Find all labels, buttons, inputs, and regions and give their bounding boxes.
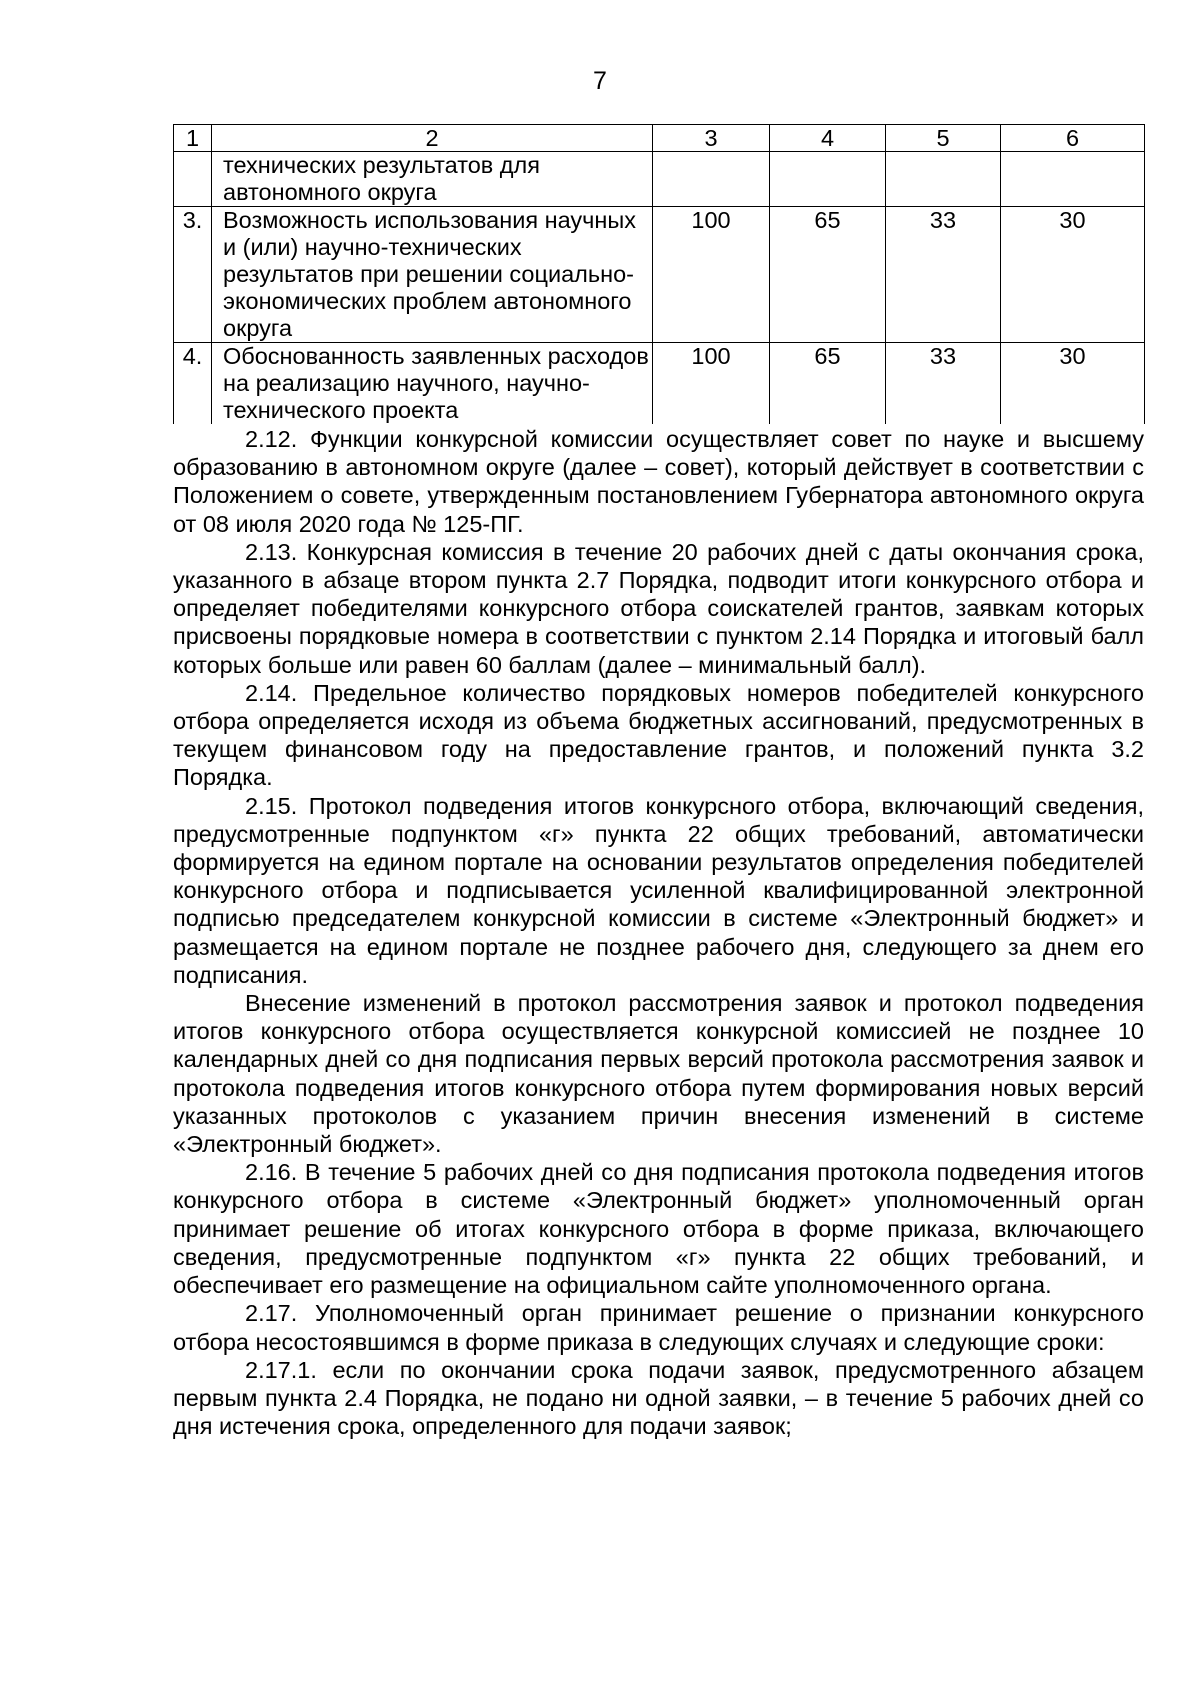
score-cell: 33 (886, 343, 1001, 425)
paragraph-2-15: 2.15. Протокол подведения итогов конкурсного отбора, включающий сведения, предусмотренные подпунктом «г» пункта 22 общих требований, автоматически формируется на едином портале на основании результатов определения победителей конкурсного отбора и подписывается усиленной квалифицированной электронной подписью председателем конкурсной комиссии в системе «Электронный бюджет» и размещается на едином портале не позднее рабочего дня, следующего за днем его подписания. (173, 792, 1144, 988)
criterion-name-cell: Обоснованность заявленных расходов на реализацию научного, научно-технического проекта (212, 343, 653, 425)
score-cell: 65 (770, 207, 886, 343)
criterion-name-cell: Возможность использования научных и (или) научно-технических результатов при решении социально-экономических проблем автономного округа (212, 207, 653, 343)
paragraph-2-16: 2.16. В течение 5 рабочих дней со дня подписания протокола подведения итогов конкурсного отбора в системе «Электронный бюджет» уполномоченный орган принимает решение об итогах конкурсного отбора в форме приказа, включающего сведения, предусмотренные подпунктом «г» пункта 22 общих требований, и обеспечивает его размещение на официальном сайте уполномоченного органа. (173, 1159, 1144, 1299)
table-header-cell: 4 (770, 125, 886, 152)
score-cell: 100 (653, 207, 770, 343)
score-cell: 30 (1001, 207, 1145, 343)
paragraph-2-17-1: 2.17.1. если по окончании срока подачи заявок, предусмотренного абзацем первым пункта 2.4 Порядка, не подано ни одной заявки, – в течение 5 рабочих дней со дня истечения срока, определенного для подачи заявок; (173, 1356, 1144, 1440)
score-cell (770, 152, 886, 207)
paragraph-2-15-amendments: Внесение изменений в протокол рассмотрения заявок и протокол подведения итогов конкурсного отбора осуществляется конкурсной комиссией не позднее 10 календарных дней со дня подписания первых версий протокола рассмотрения заявок и протокола подведения итогов конкурсного отбора путем формирования новых версий указанных протоколов с указанием причин внесения изменений в системе «Электронный бюджет». (173, 990, 1144, 1158)
row-number-cell: 4. (174, 343, 212, 425)
paragraph-2-12: 2.12. Функции конкурсной комиссии осуществляет совет по науке и высшему образованию в автономном округе (далее – совет), который действует в соответствии с Положением о совете, утвержденным постановлением Губернатора автономного округа от 08 июля 2020 года № 125-ПГ. (173, 426, 1144, 537)
paragraph-2-14: 2.14. Предельное количество порядковых номеров победителей конкурсного отбора определяется исходя из объема бюджетных ассигнований, предусмотренных в текущем финансовом году на предоставление грантов, и положений пункта 3.2 Порядка. (173, 679, 1144, 791)
score-cell: 33 (886, 207, 1001, 343)
table-header-cell: 2 (212, 125, 653, 152)
score-cell: 100 (653, 343, 770, 425)
table-header-cell: 1 (174, 125, 212, 152)
table-row (174, 207, 1145, 343)
score-cell (1001, 152, 1145, 207)
document-body (173, 425, 1144, 1440)
paragraph-2-13: 2.13. Конкурсная комиссия в течение 20 рабочих дней с даты окончания срока, указанного в абзаце втором пункта 2.7 Порядка, подводит итоги конкурсного отбора и определяет победителями конкурсного отбора соискателей грантов, заявкам которых присвоены порядковые номера в соответствии с пунктом 2.14 Порядка и итоговый балл которых больше или равен 60 баллам (далее – минимальный балл). (173, 538, 1144, 678)
score-cell (653, 152, 770, 207)
paragraph-2-17: 2.17. Уполномоченный орган принимает решение о признании конкурсного отбора несостоявшимся в форме приказа в следующих случаях и следующие сроки: (173, 1300, 1144, 1355)
criteria-table (173, 124, 1145, 424)
table-header-cell: 5 (886, 125, 1001, 152)
table-header-cell: 3 (653, 125, 770, 152)
table-row (174, 343, 1145, 425)
page-number: 7 (593, 67, 607, 95)
criterion-name-cell: технических результатов для автономного округа (212, 152, 653, 207)
row-number-cell: 3. (174, 207, 212, 343)
table-header-cell: 6 (1001, 125, 1145, 152)
score-cell: 65 (770, 343, 886, 425)
table-header-row (174, 125, 1145, 152)
score-cell: 30 (1001, 343, 1145, 425)
table-row (174, 152, 1145, 207)
row-number-cell (174, 152, 212, 207)
score-cell (886, 152, 1001, 207)
